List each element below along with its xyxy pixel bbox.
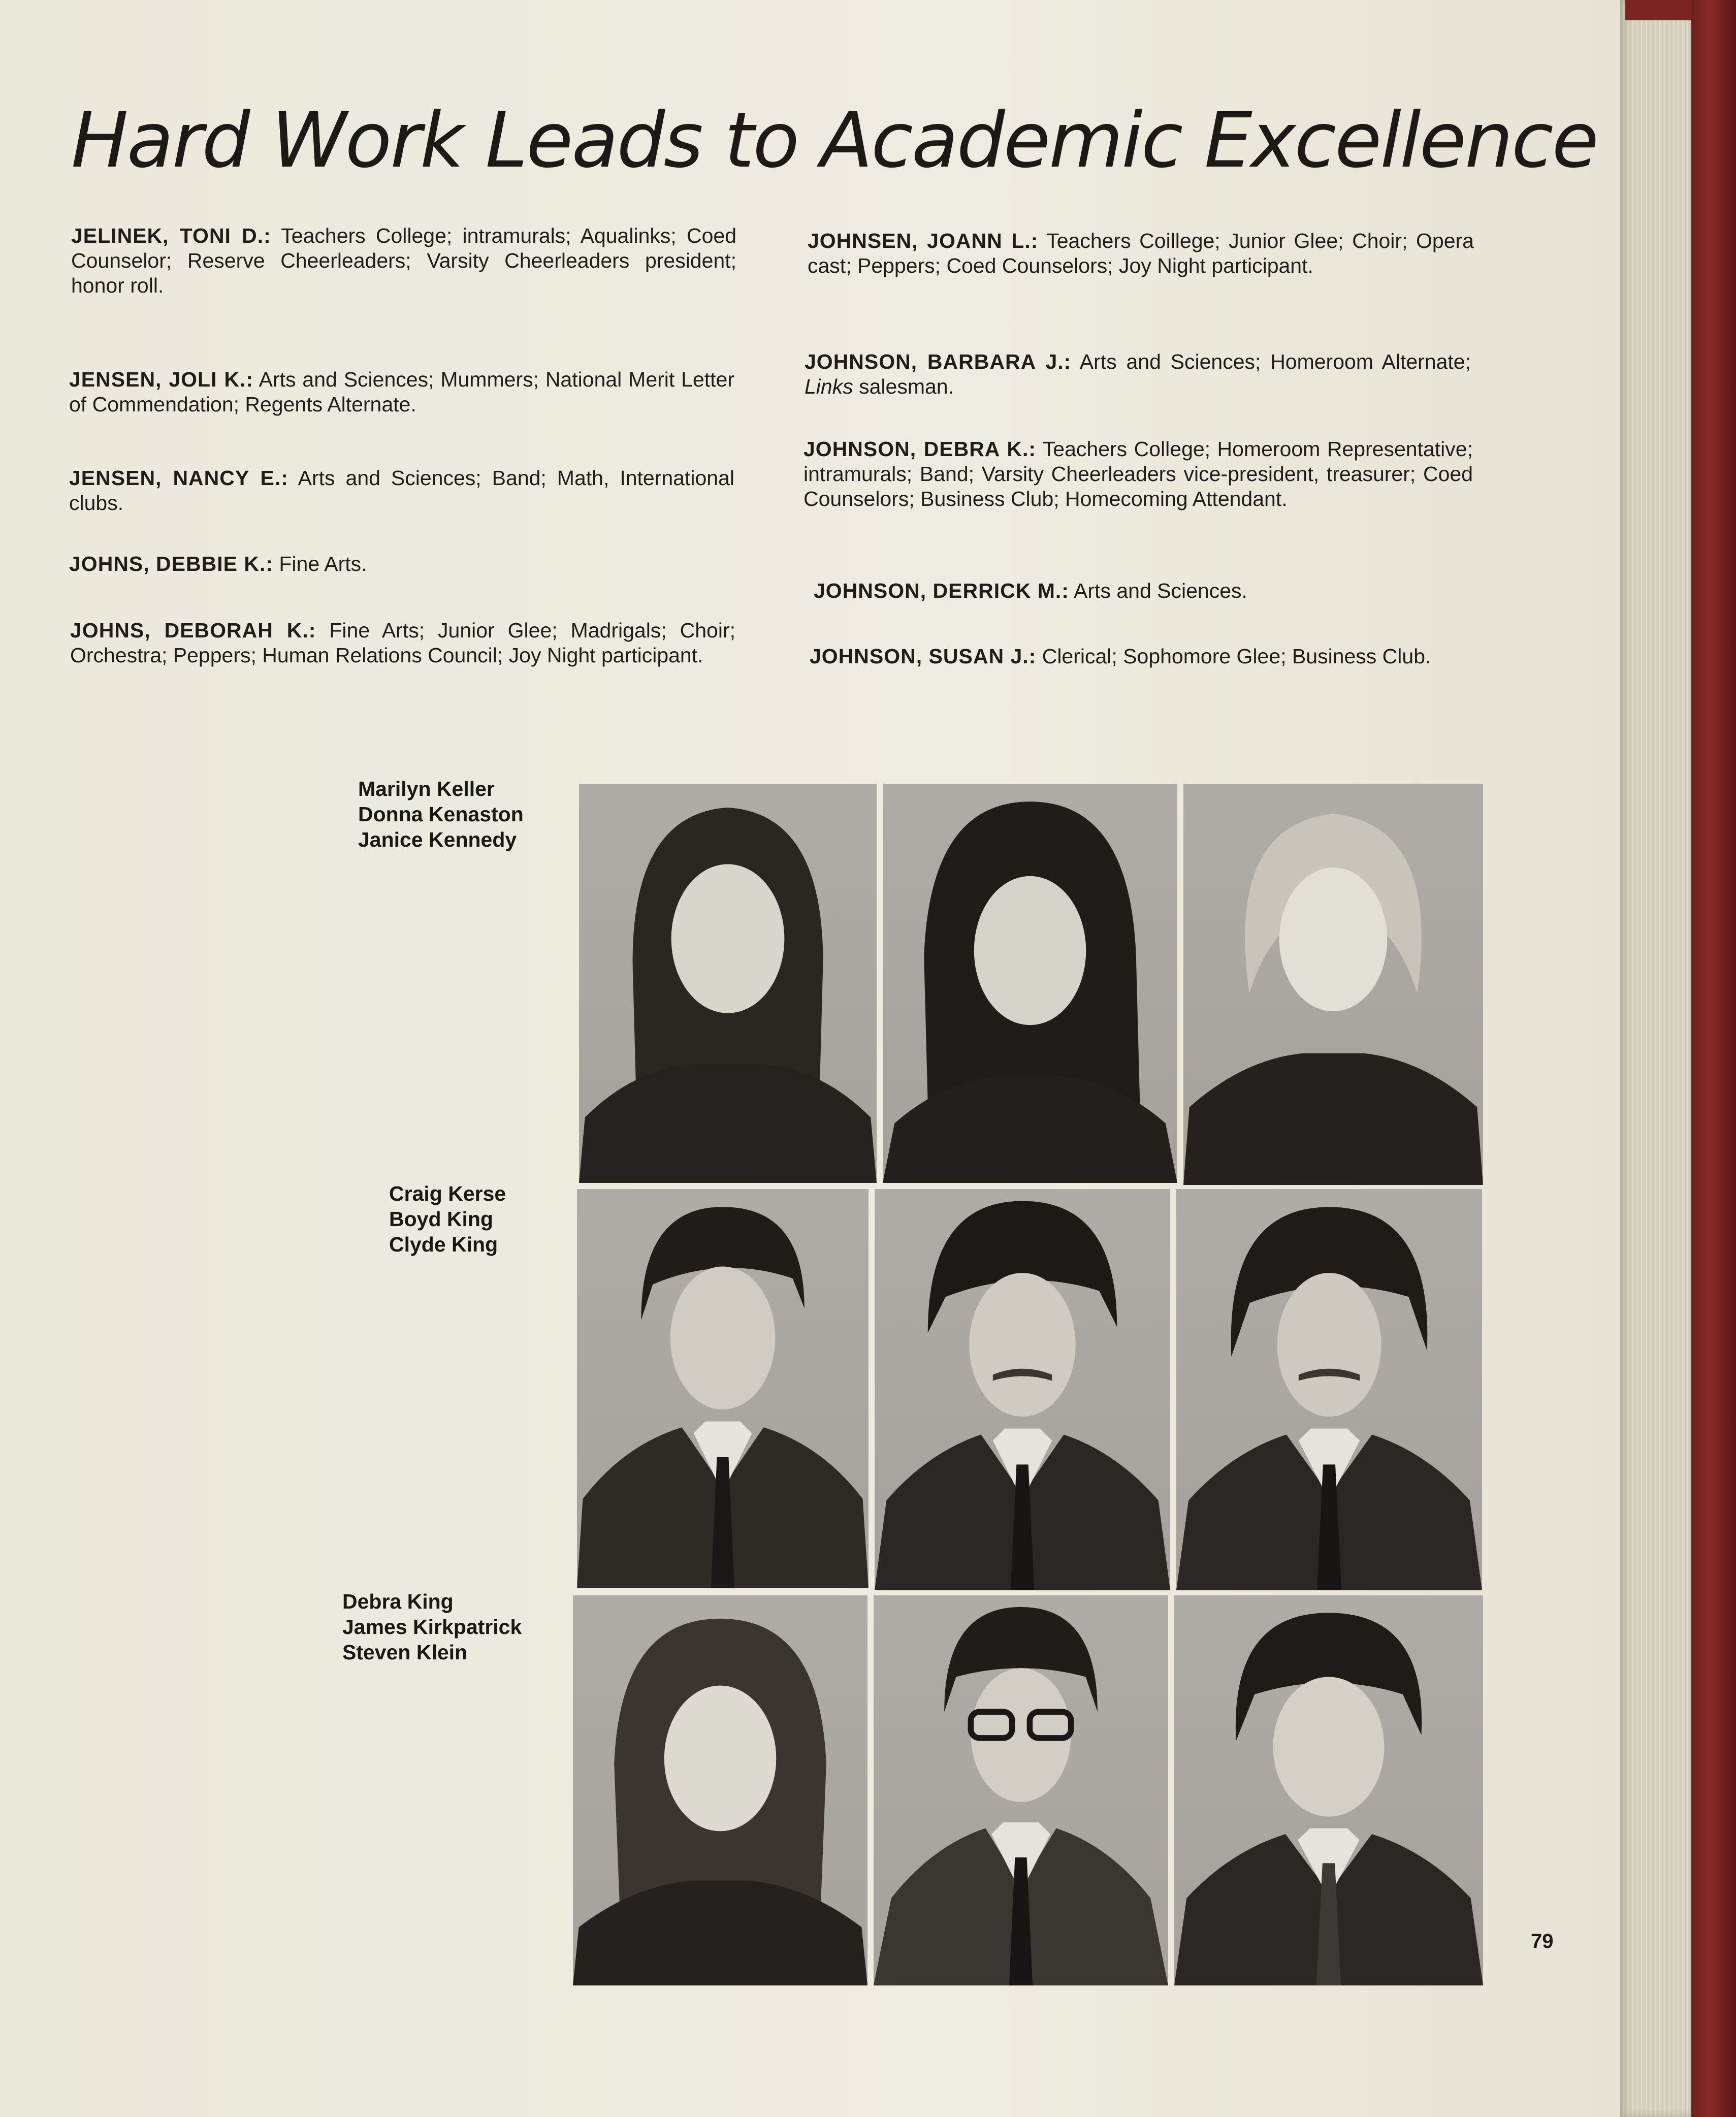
bio-entry bbox=[69, 552, 734, 576]
student-name: Boyd King bbox=[389, 1207, 493, 1231]
bio-text: Teachers College; Homeroom Representative; intramurals; Band; Varsity Cheerleaders vice-president, treasurer; Coed Counselors; Business Club; Homecoming Attendant. bbox=[803, 437, 1473, 510]
bio-name: JOHNSON, BARBARA J.: bbox=[805, 350, 1072, 373]
bio-entry bbox=[805, 349, 1471, 399]
photo-caption bbox=[358, 776, 524, 852]
page-number: 79 bbox=[1531, 1930, 1554, 1952]
bio-entry bbox=[808, 229, 1474, 278]
bio-text-italic: Links bbox=[805, 375, 853, 398]
bio-text: Teachers Coillege; Junior Glee; Choir; Opera cast; Peppers; Coed Counselors; Joy Night participant. bbox=[808, 229, 1474, 277]
student-name: Janice Kennedy bbox=[358, 828, 517, 851]
student-name: Debra King bbox=[342, 1590, 454, 1613]
photo-caption bbox=[389, 1181, 506, 1257]
bio-entry bbox=[810, 644, 1478, 669]
bio-text: salesman. bbox=[853, 375, 954, 398]
bio-text: Arts and Sciences; Mummers; National Merit Letter of Commendation; Regents Alternate. bbox=[69, 368, 735, 416]
page-title: Hard Work Leads to Academic Excellence bbox=[71, 97, 1597, 185]
student-name: Donna Kenaston bbox=[358, 803, 524, 826]
bio-entry bbox=[71, 223, 736, 298]
bio-name: JENSEN, JOLI K.: bbox=[69, 368, 254, 391]
bio-text: Arts and Sciences. bbox=[1069, 579, 1247, 602]
student-name: Craig Kerse bbox=[389, 1182, 506, 1205]
portrait-photo bbox=[1183, 784, 1483, 1185]
student-name: Marilyn Keller bbox=[358, 777, 495, 800]
bio-name: JENSEN, NANCY E.: bbox=[69, 466, 288, 490]
book-cover-spine bbox=[1691, 0, 1736, 2117]
student-name: Clyde King bbox=[389, 1233, 498, 1256]
page-edge-stack bbox=[1620, 0, 1691, 2117]
bio-name: JELINEK, TONI D.: bbox=[71, 224, 271, 247]
bio-text: Arts and Sciences; Band; Math, International clubs. bbox=[69, 466, 735, 515]
bio-name: JOHNS, DEBORAH K.: bbox=[70, 619, 316, 642]
bio-name: JOHNSEN, JOANN L.: bbox=[808, 229, 1039, 252]
bio-text: Arts and Sciences; Homeroom Alternate; bbox=[1071, 350, 1471, 373]
bio-text: Teachers College; intramurals; Aqualinks; Coed Counselor; Reserve Cheerleaders; Varsity Cheerleaders president; honor roll. bbox=[71, 224, 736, 297]
student-name: James Kirkpatrick bbox=[342, 1615, 522, 1639]
portrait-photo bbox=[577, 1189, 869, 1588]
bio-entry bbox=[814, 579, 1474, 603]
bio-name: JOHNSON, DERRICK M.: bbox=[814, 579, 1069, 602]
bio-entry bbox=[803, 437, 1473, 511]
portrait-photo bbox=[573, 1595, 867, 1985]
bio-text: Fine Arts; Junior Glee; Madrigals; Choir; Orchestra; Peppers; Human Relations Council; Joy Night participant. bbox=[70, 619, 735, 667]
bio-name: JOHNSON, SUSAN J.: bbox=[810, 645, 1037, 668]
bio-name: JOHNSON, DEBRA K.: bbox=[803, 437, 1037, 461]
bio-entry bbox=[70, 618, 735, 668]
bio-entry bbox=[69, 466, 734, 516]
bio-entry bbox=[69, 367, 734, 417]
portrait-photo bbox=[1174, 1595, 1483, 1985]
portrait-photo bbox=[883, 784, 1177, 1183]
bio-text: Clerical; Sophomore Glee; Business Club. bbox=[1036, 645, 1431, 668]
portrait-photo bbox=[874, 1595, 1168, 1985]
portrait-photo bbox=[1176, 1189, 1482, 1590]
portrait-photo bbox=[875, 1189, 1170, 1590]
portrait-photo bbox=[579, 784, 877, 1183]
student-name: Steven Klein bbox=[342, 1641, 468, 1664]
bio-name: JOHNS, DEBBIE K.: bbox=[69, 552, 273, 575]
photo-caption bbox=[342, 1589, 522, 1665]
bio-text: Fine Arts. bbox=[273, 552, 367, 575]
